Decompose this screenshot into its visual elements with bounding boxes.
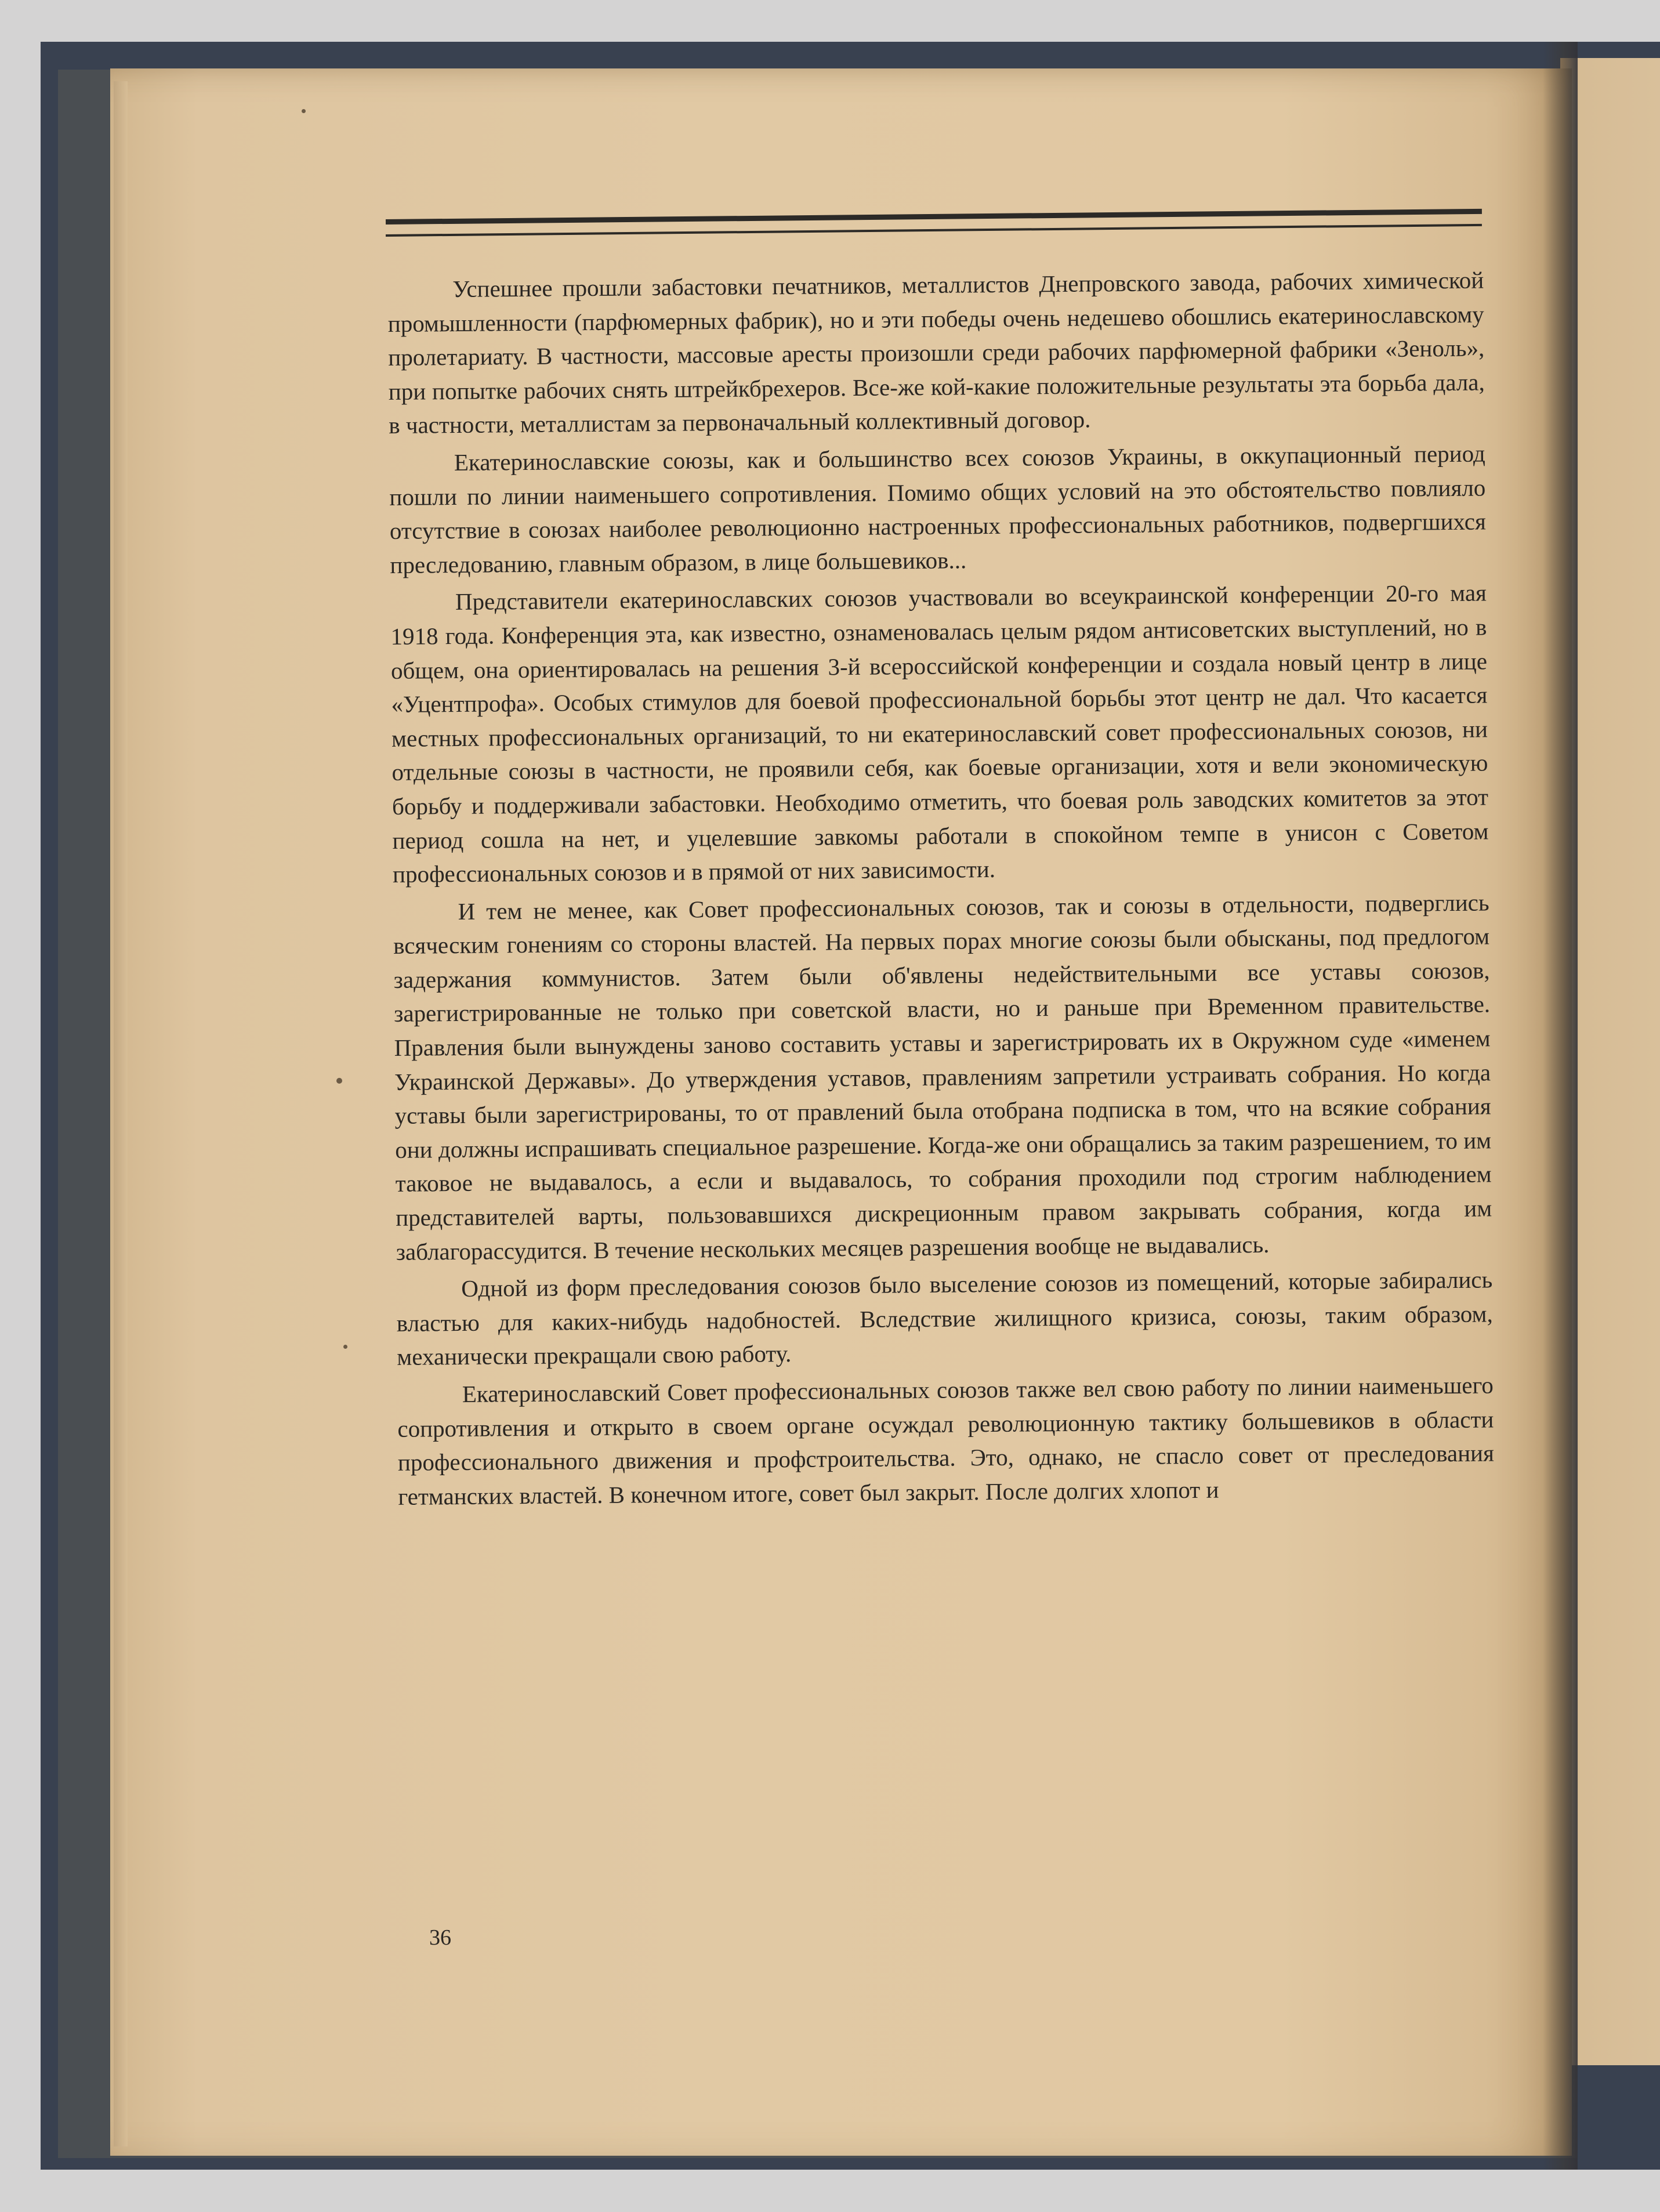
page-stack-edge xyxy=(114,81,128,2146)
page-speck xyxy=(336,1078,342,1084)
book-gutter xyxy=(1543,42,1578,2170)
paragraph: Екатеринославский Совет профессиональных союзов также вел свою работу по линии наименьшего сопротивления и открыто в своем органе осуждал революционную тактику большевиков в области профессионального движения и профстроительства. Это, однако, не спасло совет от преследования гетманских властей. В конечном итоге, совет был закрыт. После долгих хлопот и xyxy=(397,1371,1495,1510)
paragraph: И тем не менее, как Совет профессиональных союзов, так и союзы в отдельности, подверглись всяческим гонениям со стороны властей. На первых порах многие союзы были обысканы, под предлогом задержания коммунистов. Затем были об'явлены недействительными все уставы союзов, зарегистрированные не только при советской власти, но и раньше при Временном правительстве. Правления были вынуждены заново составить уставы и зарегистрировать их в Окружном суде «именем Украинской Державы». До утверждения уставов, правлениям запретили устраивать собрания. Но когда уставы были зарегистрированы, то от правлений была отобрана подписка в том, что на всякие собрания они должны испрашивать специальное разрешение. Когда-же они обращались за таким разрешением, то им таковое не выдавалось, а если и выдавалось, то собрания проходили под строгим наблюдением представителей варты, пользовавшихся дискреционным правом закрывать собрания, когда им заблагорассудится. В течение нескольких месяцев разрешения вообще не выдавались. xyxy=(393,889,1492,1265)
page-speck xyxy=(343,1345,347,1349)
paragraph: Представители екатеринославских союзов участвовали во всеукраинской конференции 20-го мая 1918 года. Конференция эта, как известно, ознаменовалась целым рядом антисоветских выступлений, но в общем, она ориентировалась на решения 3-й всероссийской конференции и создала новый центр в лице «Уцентпрофа». Особых стимулов для боевой профессиональной борьбы этот центр не дал. Что касается местных профессиональных организаций, то ни екатеринославский совет профессиональных союзов, ни отдельные союзы в частности, не проявили себя, как боевые организации, хотя и вели экономическую борьбу и поддерживали забастовки. Необходимо отметить, что боевая роль заводских комитетов за этот период сошла на нет, и уцелевшие завкомы работали в спокойном темпе в унисон с Советом профессиональных союзов и в прямой от них зависимости. xyxy=(390,579,1489,888)
page-number: 36 xyxy=(429,1925,451,1950)
page-speck xyxy=(302,109,306,113)
paragraph: Екатеринославские союзы, как и большинство всех союзов Украины, в оккупационный период пошли по линии наименьшего сопротивления. Помимо общих условий на это обстоятельство повлияло отсутствие в союзах наиболее революционно настроенных профессиональных работников, подвергшихся преследованию, главным образом, в лице большевиков... xyxy=(389,440,1487,578)
body-text xyxy=(387,263,1495,1518)
paragraph: Успешнее прошли забастовки печатников, металлистов Днепровского завода, рабочих химической промышленности (парфюмерных фабрик), но и эти победы очень недешево обошлись екатеринославскому пролетариату. В частности, массовые аресты произошли среди рабочих парфюмерной фабрики «Зеноль», при попытке рабочих снять штрейкбрехеров. Все-же кой-какие положительные результаты эта борьба дала, в частности, металлистам за первоначальный коллективный договор. xyxy=(387,266,1485,439)
paragraph: Одной из форм преследования союзов было выселение союзов из помещений, которые забирались властью для каких-нибудь надобностей. Вследствие жилищного кризиса, союзы, таким образом, механически прекращали свою работу. xyxy=(396,1266,1493,1371)
